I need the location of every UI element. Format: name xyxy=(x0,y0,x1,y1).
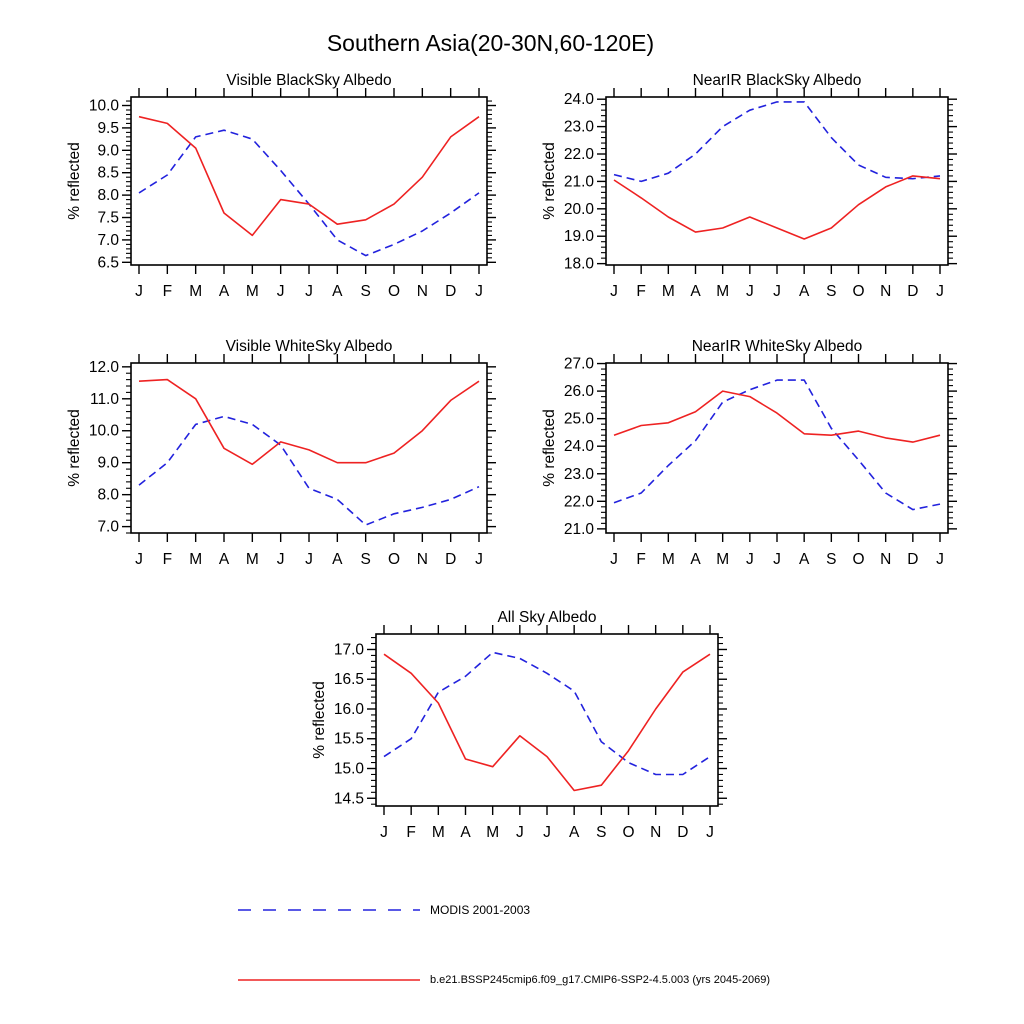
x-tick-label: F xyxy=(636,283,646,300)
plot-frame xyxy=(131,97,487,265)
y-tick-label: 9.5 xyxy=(97,119,119,137)
x-tick-label: A xyxy=(798,283,810,300)
y-tick-label: 9.0 xyxy=(97,454,119,472)
x-tick-label: A xyxy=(332,283,343,300)
x-tick-label: D xyxy=(907,283,919,300)
y-tick-label: 12.0 xyxy=(88,358,119,376)
y-tick-label: 23.0 xyxy=(563,118,594,136)
y-axis-label: % reflected xyxy=(541,142,558,220)
x-tick-label: S xyxy=(826,551,837,568)
y-tick-label: 10.0 xyxy=(88,97,119,115)
y-tick-label: 18.0 xyxy=(563,255,594,273)
chart-nearir-blacksky-albedo xyxy=(528,69,964,318)
x-tick-label: J xyxy=(936,283,944,300)
x-tick-label: J xyxy=(610,283,618,300)
x-tick-label: A xyxy=(218,283,230,300)
x-tick-label: A xyxy=(218,551,230,568)
y-tick-label: 24.0 xyxy=(563,438,594,456)
x-tick-label: D xyxy=(907,551,919,568)
x-tick-label: A xyxy=(798,551,810,568)
x-tick-label: M xyxy=(661,551,675,568)
x-tick-label: D xyxy=(677,824,689,841)
x-tick-label: M xyxy=(431,824,445,841)
y-tick-label: 25.0 xyxy=(563,410,594,428)
x-tick-label: A xyxy=(690,283,701,300)
y-tick-label: 20.0 xyxy=(563,200,594,218)
modis-series-line xyxy=(614,102,940,181)
x-tick-label: J xyxy=(380,824,388,841)
y-tick-label: 8.5 xyxy=(97,164,119,182)
y-axis-label: % reflected xyxy=(311,681,328,759)
chart-svg xyxy=(53,335,503,581)
x-tick-label: S xyxy=(826,283,837,300)
model-legend-label: b.e21.BSSP245cmip6.f09_g17.CMIP6-SSP2-4.5.003 (yrs 2045-2069) xyxy=(430,974,770,986)
y-tick-label: 26.0 xyxy=(563,383,594,401)
chart-title: All Sky Albedo xyxy=(497,609,597,626)
x-tick-label: F xyxy=(162,283,173,300)
x-tick-label: J xyxy=(745,283,754,300)
chart-title: NearIR WhiteSky Albedo xyxy=(691,338,863,355)
x-tick-label: N xyxy=(880,283,892,300)
y-tick-label: 19.0 xyxy=(563,228,594,246)
y-tick-label: 8.0 xyxy=(97,486,119,504)
plot-frame xyxy=(606,363,948,533)
chart-visible-blacksky-albedo xyxy=(53,69,503,318)
y-tick-label: 16.5 xyxy=(333,671,364,689)
plot-frame xyxy=(131,363,487,533)
x-tick-label: N xyxy=(416,551,428,568)
y-tick-label: 6.5 xyxy=(97,254,119,272)
x-tick-label: M xyxy=(189,551,203,568)
modis-legend-label: MODIS 2001-2003 xyxy=(430,903,531,917)
x-tick-label: D xyxy=(445,551,457,568)
y-tick-label: 24.0 xyxy=(563,91,594,109)
x-tick-label: J xyxy=(515,824,524,841)
model-series-line xyxy=(614,176,940,239)
x-tick-label: O xyxy=(622,824,635,841)
x-tick-label: M xyxy=(716,283,730,300)
x-tick-label: J xyxy=(305,283,313,300)
x-tick-label: J xyxy=(745,551,754,568)
figure-title: Southern Asia(20-30N,60-120E) xyxy=(326,30,655,56)
x-tick-label: O xyxy=(387,551,401,568)
x-tick-label: J xyxy=(276,283,285,300)
x-tick-label: M xyxy=(716,551,730,568)
x-tick-label: A xyxy=(568,824,580,841)
y-tick-label: 9.0 xyxy=(97,142,119,160)
x-tick-label: M xyxy=(189,283,203,300)
y-tick-label: 15.0 xyxy=(333,760,364,778)
x-tick-label: M xyxy=(245,551,259,568)
model-series-line xyxy=(139,117,479,236)
chart-title: Visible BlackSky Albedo xyxy=(226,72,392,89)
modis-series-line xyxy=(139,416,479,525)
y-tick-label: 14.5 xyxy=(333,790,364,808)
x-tick-label: J xyxy=(773,283,781,300)
x-tick-label: M xyxy=(245,283,259,300)
model-series-line xyxy=(139,380,479,465)
y-tick-label: 23.0 xyxy=(563,465,594,483)
y-axis-label: % reflected xyxy=(66,409,83,487)
y-tick-label: 16.0 xyxy=(333,700,364,718)
x-tick-label: A xyxy=(460,824,471,841)
x-tick-label: J xyxy=(543,824,551,841)
x-tick-label: N xyxy=(416,283,428,300)
y-tick-label: 27.0 xyxy=(563,355,594,373)
chart-svg xyxy=(53,69,503,313)
chart-title: NearIR BlackSky Albedo xyxy=(692,72,862,89)
x-tick-label: A xyxy=(332,551,343,568)
x-tick-label: O xyxy=(387,283,401,300)
y-tick-label: 21.0 xyxy=(563,173,594,191)
plot-frame xyxy=(606,97,948,265)
x-tick-label: J xyxy=(305,551,313,568)
x-tick-label: M xyxy=(486,824,500,841)
x-tick-label: N xyxy=(880,551,892,568)
y-tick-label: 7.0 xyxy=(97,231,119,249)
x-tick-label: D xyxy=(445,283,457,300)
x-tick-label: N xyxy=(650,824,662,841)
y-tick-label: 22.0 xyxy=(563,146,594,164)
x-tick-label: O xyxy=(852,283,865,300)
y-tick-label: 17.0 xyxy=(333,641,364,659)
x-tick-label: F xyxy=(636,551,646,568)
x-tick-label: S xyxy=(360,283,371,300)
y-axis-label: % reflected xyxy=(66,142,83,220)
x-tick-label: J xyxy=(475,551,483,568)
x-tick-label: J xyxy=(276,551,285,568)
modis-series-line xyxy=(139,130,479,255)
x-tick-label: M xyxy=(661,283,675,300)
x-tick-label: J xyxy=(135,283,143,300)
x-tick-label: J xyxy=(135,551,143,568)
chart-svg xyxy=(528,335,964,581)
x-tick-label: A xyxy=(690,551,701,568)
plot-frame xyxy=(376,634,718,806)
model-series-line xyxy=(384,654,710,790)
x-tick-label: S xyxy=(360,551,371,568)
y-axis-label: % reflected xyxy=(541,409,558,487)
y-tick-label: 21.0 xyxy=(563,520,594,538)
y-tick-label: 15.5 xyxy=(333,730,364,748)
model-series-line xyxy=(614,391,940,442)
chart-title: Visible WhiteSky Albedo xyxy=(225,338,393,355)
y-tick-label: 7.5 xyxy=(97,209,119,227)
modis-series-line xyxy=(614,380,940,510)
chart-svg xyxy=(298,606,734,854)
y-tick-label: 22.0 xyxy=(563,493,594,511)
x-tick-label: F xyxy=(406,824,416,841)
chart-svg xyxy=(528,69,964,313)
x-tick-label: J xyxy=(773,551,781,568)
y-tick-label: 7.0 xyxy=(97,518,119,536)
chart-nearir-whitesky-albedo xyxy=(528,335,964,586)
x-tick-label: F xyxy=(162,551,173,568)
chart-visible-whitesky-albedo xyxy=(53,335,503,586)
x-tick-label: J xyxy=(610,551,618,568)
model-legend-line xyxy=(238,975,420,985)
x-tick-label: O xyxy=(852,551,865,568)
y-tick-label: 10.0 xyxy=(88,422,119,440)
x-tick-label: J xyxy=(706,824,714,841)
chart-allsky-albedo xyxy=(298,606,734,859)
x-tick-label: J xyxy=(475,283,483,300)
y-tick-label: 11.0 xyxy=(89,390,119,408)
y-tick-label: 8.0 xyxy=(97,187,119,205)
x-tick-label: J xyxy=(936,551,944,568)
modis-legend-line xyxy=(238,905,420,915)
x-tick-label: S xyxy=(596,824,607,841)
